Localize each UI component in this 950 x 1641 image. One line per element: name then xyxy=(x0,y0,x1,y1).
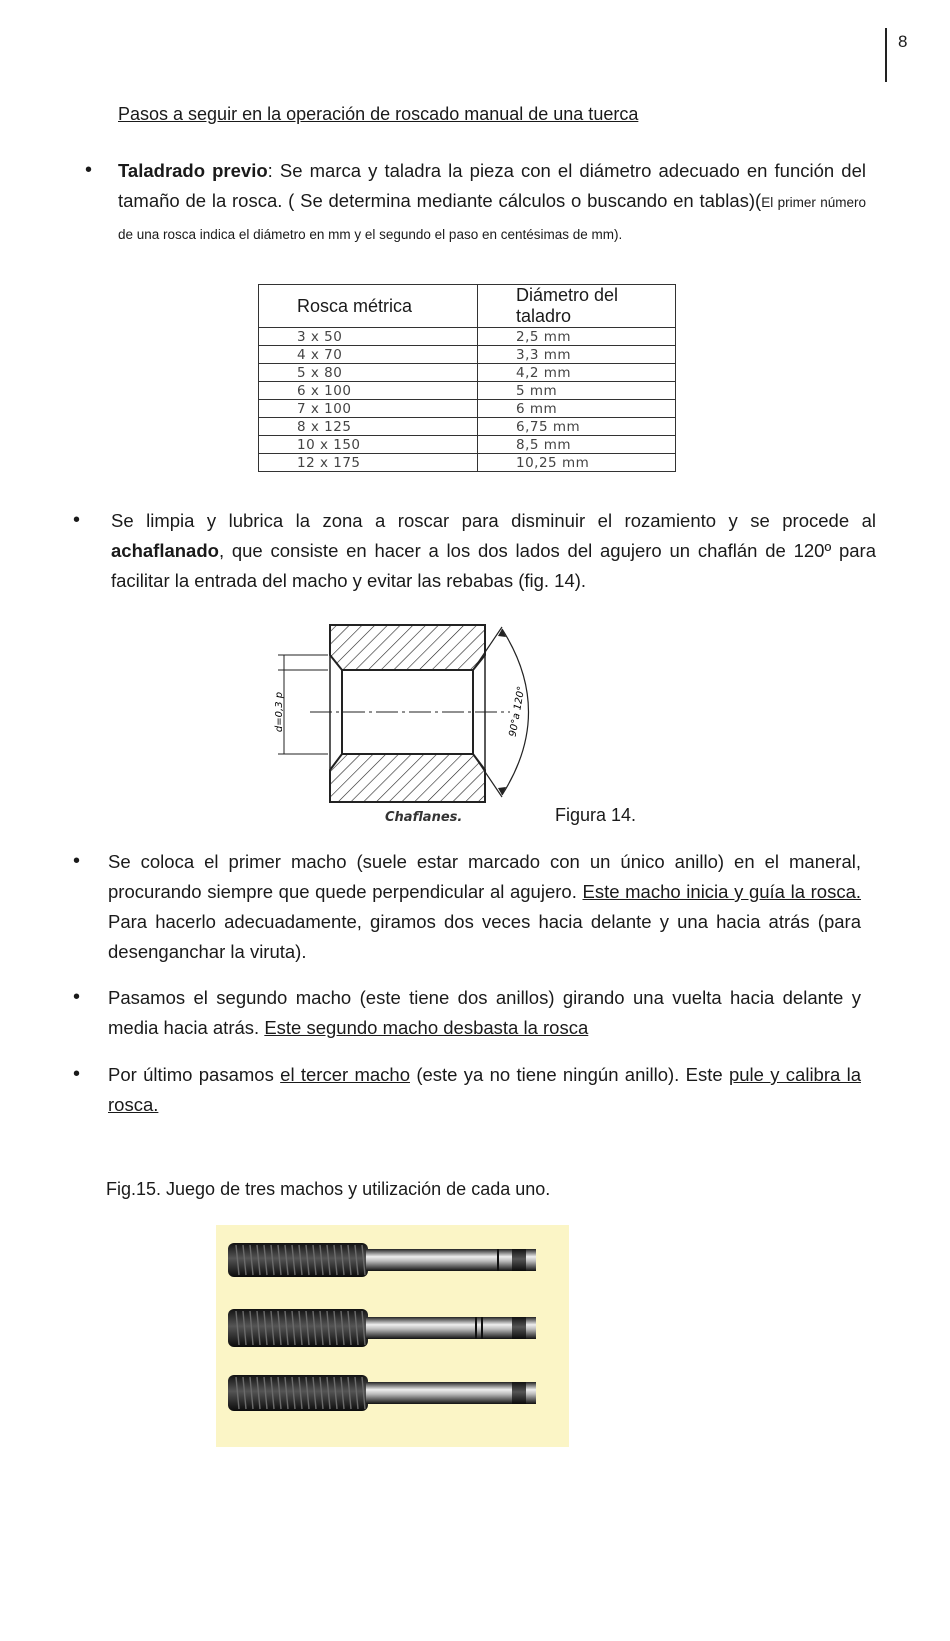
figure-14-caption: Figura 14. xyxy=(555,805,637,825)
hatched-block-bottom xyxy=(330,754,485,802)
table-row xyxy=(259,400,676,418)
table-cell: 12 x 175 xyxy=(259,454,478,472)
table-cell: 2,5 mm xyxy=(478,328,676,346)
dimension-label: d=0,3 p xyxy=(274,691,285,733)
bullet-3-body-end: Para hacerlo adecuadamente, giramos dos veces hacia delante y una hacia atrás (para desenganchar la viruta). xyxy=(108,911,861,962)
table-cell: 10,25 mm xyxy=(478,454,676,472)
table-header-row xyxy=(259,285,676,328)
bullet-2-body-end: , que consiste en hacer a los dos lados del agujero un chaflán de 120º para facilitar la entrada del macho y evitar las rebabas (fig. 14). xyxy=(111,540,876,591)
thread-drill-table xyxy=(258,284,676,472)
table-cell: 7 x 100 xyxy=(259,400,478,418)
bullet-2-body: Se limpia y lubrica la zona a roscar para disminuir el rozamiento y se procede al xyxy=(111,510,876,531)
bullet-1-note: El primer número de una rosca indica el diámetro en mm y el segundo el paso en centésimas de mm). xyxy=(118,195,866,242)
bullet-3-underline: Este macho inicia y guía la rosca. xyxy=(582,881,862,902)
bullet-3-text xyxy=(108,847,861,967)
table-row xyxy=(259,328,676,346)
bullet-1-text xyxy=(118,156,866,250)
figure-15-caption: Fig.15. Juego de tres machos y utilización de cada uno. xyxy=(106,1179,551,1199)
table-row xyxy=(259,454,676,472)
table-row xyxy=(259,382,676,400)
table-row xyxy=(259,436,676,454)
table-cell: 6 x 100 xyxy=(259,382,478,400)
bullet-5-underline-1: el tercer macho xyxy=(280,1064,410,1085)
table-row xyxy=(259,364,676,382)
bullet-4-body: Pasamos el segundo macho (este tiene dos anillos) girando una vuelta hacia delante y media hacia atrás. xyxy=(108,987,861,1038)
chamfer-diagram xyxy=(270,615,570,825)
bullet-3-marker: • xyxy=(73,850,81,872)
page-number: 8 xyxy=(898,32,908,51)
bullet-5-marker: • xyxy=(73,1063,81,1085)
bullet-3-body: Se coloca el primer macho (suele estar marcado con un único anillo) en el maneral, procurando siempre que quede perpendicular al agujero. xyxy=(108,851,861,902)
table-row xyxy=(259,346,676,364)
table-cell: 3,3 mm xyxy=(478,346,676,364)
table-cell: 8 x 125 xyxy=(259,418,478,436)
bullet-5-text xyxy=(108,1060,861,1120)
section-heading: Pasos a seguir en la operación de roscado manual de una tuerca xyxy=(118,104,639,124)
table-cell: 3 x 50 xyxy=(259,328,478,346)
table-cell: 10 x 150 xyxy=(259,436,478,454)
table-row xyxy=(259,418,676,436)
bullet-2-marker: • xyxy=(73,509,81,531)
table-header-thread: Rosca métrica xyxy=(259,285,478,328)
bullet-1-bold: Taladrado previo xyxy=(118,160,268,181)
table-cell: 4,2 mm xyxy=(478,364,676,382)
bullet-1-marker: • xyxy=(85,159,93,181)
bullet-5-underline-2: pule y calibra la rosca. xyxy=(108,1064,861,1115)
taps-photo xyxy=(216,1225,569,1447)
hatched-block-top xyxy=(330,625,485,670)
bullet-4-underline: Este segundo macho desbasta la rosca xyxy=(264,1017,589,1038)
page-number-rule xyxy=(885,28,887,82)
bullet-2-text xyxy=(111,506,876,596)
table-cell: 4 x 70 xyxy=(259,346,478,364)
bullet-5-body-mid: (este ya no tiene ningún anillo). Este xyxy=(410,1064,729,1085)
bullet-2-bold: achaflanado xyxy=(111,540,219,561)
chaflanes-label: Chaflanes. xyxy=(385,810,463,825)
bullet-1-body: : Se marca y taladra la pieza con el diámetro adecuado en función del tamaño de la rosca. ( Se determina mediante cálculos o buscando en tablas)( xyxy=(118,160,866,211)
angle-label: 90°a 120° xyxy=(507,685,528,738)
table-cell: 8,5 mm xyxy=(478,436,676,454)
bullet-4-text xyxy=(108,983,861,1043)
bullet-4-marker: • xyxy=(73,986,81,1008)
table-cell: 6,75 mm xyxy=(478,418,676,436)
bullet-5-body: Por último pasamos xyxy=(108,1064,281,1085)
table-cell: 5 x 80 xyxy=(259,364,478,382)
table-cell: 5 mm xyxy=(478,382,676,400)
table-cell: 6 mm xyxy=(478,400,676,418)
table-header-drill: Diámetro del taladro xyxy=(478,285,676,328)
